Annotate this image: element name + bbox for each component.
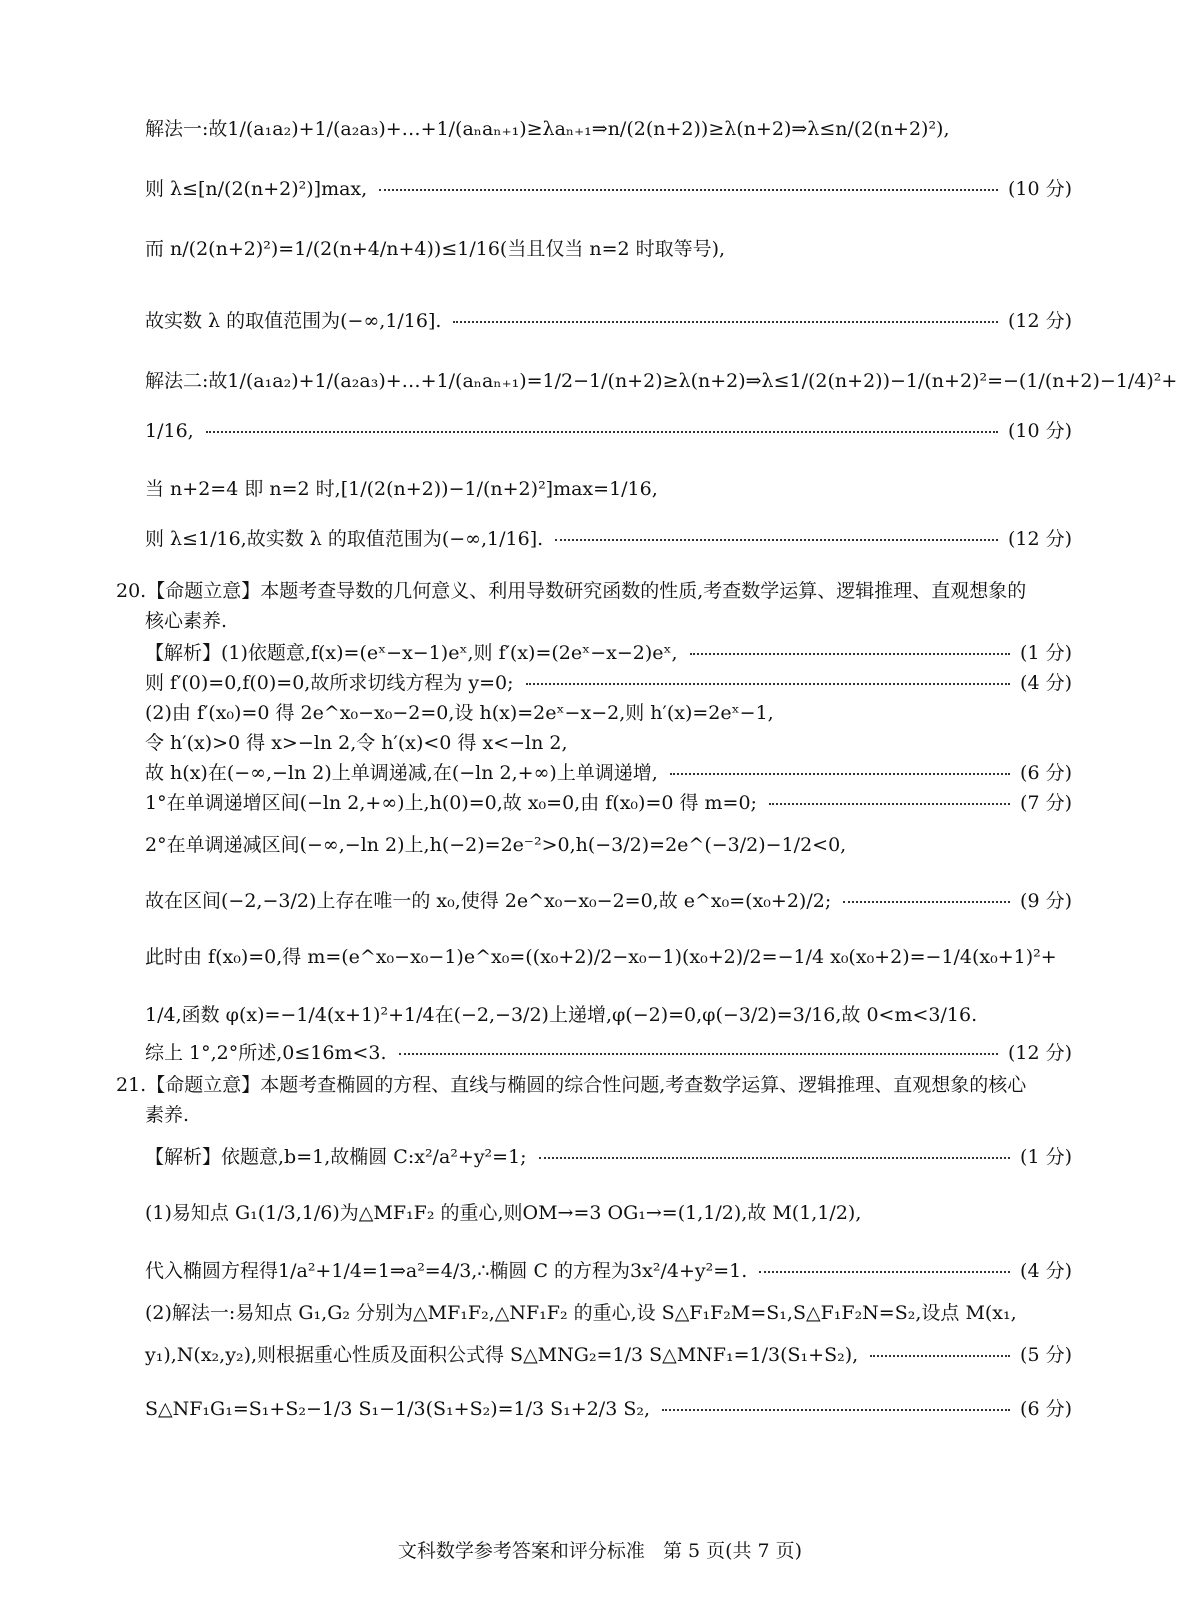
text-line: S△NF₁G₁=S₁+S₂−1/3 S₁−1/3(S₁+S₂)=1/3 S₁+2/3 S₂, (6 分) <box>145 1398 1072 1420</box>
text-line: 故在区间(−2,−3/2)上存在唯一的 x₀,使得 2e^x₀−x₀−2=0,故 e^x₀=(x₀+2)/2; (9 分) <box>145 890 1072 912</box>
text-line: 则 λ≤[n/(2(n+2)²)]max, (10 分) <box>145 178 1072 200</box>
text-line: 此时由 f(x₀)=0,得 m=(e^x₀−x₀−1)e^x₀=((x₀+2)/2−x₀−1)(x₀+2)/2=−1/4 x₀(x₀+2)=−1/4(x₀+1)²+ <box>145 946 1057 968</box>
text-line: (2)解法一:易知点 G₁,G₂ 分别为△MF₁F₂,△NF₁F₂ 的重心,设 S△F₁F₂M=S₁,S△F₁F₂N=S₂,设点 M(x₁, <box>145 1302 1017 1324</box>
text-line: (1)易知点 G₁(1/3,1/6)为△MF₁F₂ 的重心,则OM→=3 OG₁→=(1,1/2),故 M(1,1/2), <box>145 1202 862 1224</box>
text-line: 而 n/(2(n+2)²)=1/(2(n+4/n+4))≤1/16(当且仅当 n=2 时取等号), <box>145 238 726 260</box>
footer-page-number: 第 5 页(共 7 页) <box>662 1540 803 1562</box>
text-line: 综上 1°,2°所述,0≤16m<3. (12 分) <box>145 1042 1072 1064</box>
footer-title: 文科数学参考答案和评分标准 <box>397 1540 645 1562</box>
text-line: 【解析】(1)依题意,f(x)=(eˣ−x−1)eˣ,则 f′(x)=(2eˣ−x−2)eˣ, (1 分) <box>145 642 1072 664</box>
text-line: (2)由 f′(x₀)=0 得 2e^x₀−x₀−2=0,设 h(x)=2eˣ−x−2,则 h′(x)=2eˣ−1, <box>145 702 774 724</box>
text-line: 令 h′(x)>0 得 x>−ln 2,令 h′(x)<0 得 x<−ln 2, <box>145 732 568 754</box>
text-line: 1/4,函数 φ(x)=−1/4(x+1)²+1/4在(−2,−3/2)上递增,φ(−2)=0,φ(−3/2)=3/16,故 0<m<3/16. <box>145 1004 978 1026</box>
question-20-intent: 20.【命题立意】本题考查导数的几何意义、利用导数研究函数的性质,考查数学运算、逻辑推理、直观想象的 <box>116 580 1027 602</box>
text-line: 当 n+2=4 即 n=2 时,[1/(2(n+2))−1/(n+2)²]max=1/16, <box>145 478 658 500</box>
text-line: y₁),N(x₂,y₂),则根据重心性质及面积公式得 S△MNG₂=1/3 S△MNF₁=1/3(S₁+S₂), (5 分) <box>145 1344 1072 1366</box>
page-footer <box>0 1536 1200 1563</box>
text-line: 1°在单调递增区间(−ln 2,+∞)上,h(0)=0,故 x₀=0,由 f(x₀)=0 得 m=0; (7 分) <box>145 792 1072 814</box>
text-line: 核心素养. <box>145 610 228 632</box>
question-21-intent: 21.【命题立意】本题考查椭圆的方程、直线与椭圆的综合性问题,考查数学运算、逻辑推理、直观想象的核心 <box>116 1074 1027 1096</box>
text-line: 则 λ≤1/16,故实数 λ 的取值范围为(−∞,1/16]. (12 分) <box>145 528 1072 550</box>
text-line: 2°在单调递减区间(−∞,−ln 2)上,h(−2)=2e⁻²>0,h(−3/2)=2e^(−3/2)−1/2<0, <box>145 834 847 856</box>
text-line: 故实数 λ 的取值范围为(−∞,1/16]. (12 分) <box>145 310 1072 332</box>
text-line: 素养. <box>145 1104 190 1126</box>
text-line: 解法一:故1/(a₁a₂)+1/(a₂a₃)+…+1/(aₙaₙ₊₁)≥λaₙ₊₁⇒n/(2(n+2))≥λ(n+2)⇒λ≤n/(2(n+2)²), <box>145 118 950 140</box>
text-line: 1/16, (10 分) <box>145 420 1072 442</box>
text-line: 故 h(x)在(−∞,−ln 2)上单调递减,在(−ln 2,+∞)上单调递增, (6 分) <box>145 762 1072 784</box>
text-line: 解法二:故1/(a₁a₂)+1/(a₂a₃)+…+1/(aₙaₙ₊₁)=1/2−1/(n+2)≥λ(n+2)⇒λ≤1/(2(n+2))−1/(n+2)²=−(1/(n+2)−1/4)²+ <box>145 370 1178 392</box>
text-line: 代入椭圆方程得1/a²+1/4=1⇒a²=4/3,∴椭圆 C 的方程为3x²/4+y²=1. (4 分) <box>145 1260 1072 1282</box>
text-line: 则 f′(0)=0,f(0)=0,故所求切线方程为 y=0; (4 分) <box>145 672 1072 694</box>
text-line: 【解析】依题意,b=1,故椭圆 C:x²/a²+y²=1; (1 分) <box>145 1146 1072 1168</box>
